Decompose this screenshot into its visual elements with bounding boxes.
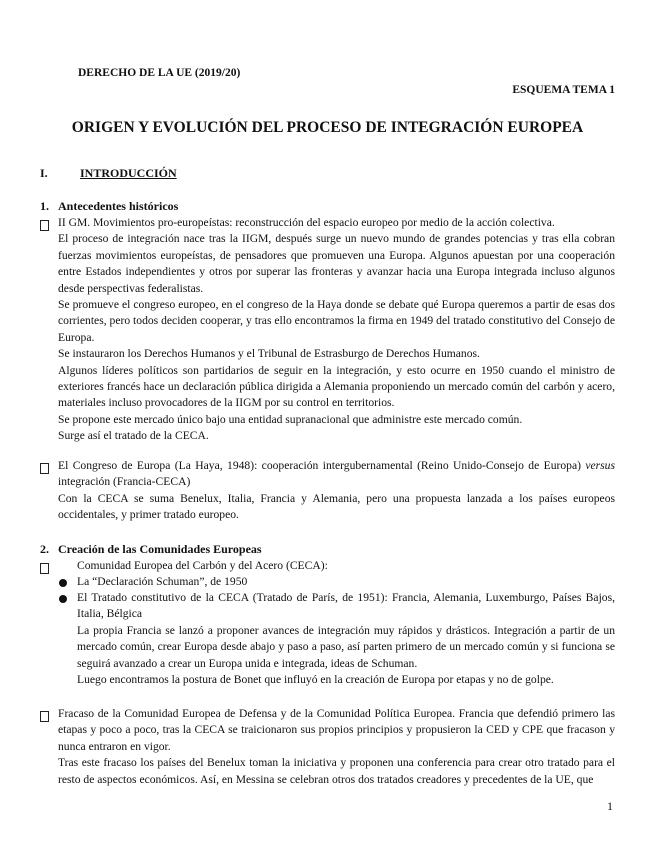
paragraph: Algunos líderes políticos son partidarios de seguir en la integración, y esto ocurre en 1950 cuando el ministro de exteriores francés hace un declaración pública dirigida a Alemania proponiendo un mercado común del carbón y acero, materiales incluso provocadores de la IIGM por su control en territorios. — [58, 363, 615, 410]
subsection-antecedentes — [40, 199, 178, 214]
subsection-creacion — [40, 542, 262, 557]
congreso-paragraph — [58, 458, 615, 524]
subsection-number: 2. — [40, 542, 49, 556]
paragraph: El proceso de integración nace tras la IIGM, después surge un nuevo mundo de grandes potencias y tras ella cobran fuerzas movimientos europeístas, de pensadores que promueven una Europa. Algunos apuestan por una cooperación entre Estados independientes y otros por superar las fronteras y avanzar hacia una Europa integrada incluso algunos desde perspectivas federalistas. — [58, 232, 615, 295]
paragraph: Se instauraron los Derechos Humanos y el Tribunal de Estrasburgo de Derechos Humanos. — [58, 347, 480, 361]
checkbox-icon — [40, 220, 49, 231]
paragraph: Surge así el tratado de la CECA. — [58, 429, 209, 443]
subsection-title: Antecedentes históricos — [58, 199, 179, 213]
section-number: I. — [40, 166, 48, 180]
bullet-icon — [59, 595, 67, 603]
scheme-header: ESQUEMA TEMA 1 — [512, 84, 615, 96]
bullet-tratado-ceca — [77, 590, 615, 688]
course-header: DERECHO DE LA UE (2019/20) — [78, 67, 241, 79]
checkbox-icon — [40, 711, 49, 722]
checkbox-icon — [40, 463, 49, 474]
paragraph: El Congreso de Europa (La Haya, 1948): cooperación intergubernamental (Reino Unido-Consejo de Europa) versus integración (Francia-CECA) — [58, 459, 615, 489]
paragraph: Se promueve el congreso europeo, en el congreso de la Haya donde se debate qué Europa queremos a partir de esas dos corrientes, pero todos deciden cooperar, y tras ello encontramos la firma en 1949 del tratado constitutivo del Consejo de Europa. — [58, 298, 615, 344]
bullet-schuman: La “Declaración Schuman”, de 1950 — [77, 575, 248, 588]
fracaso-paragraphs — [58, 706, 615, 788]
document-title: ORIGEN Y EVOLUCIÓN DEL PROCESO DE INTEGRACIÓN EUROPEA — [71, 119, 584, 136]
antecedentes-paragraphs — [58, 215, 615, 445]
checkbox-icon — [40, 563, 49, 574]
paragraph: La propia Francia se lanzó a proponer avances de integración muy rápidos y drásticos. Integración a partir de un mercado común, crear Europa desde abajo y paso a paso, así parten primero de un mercado común y si funciona se seguirá avanzado a crear un Europa unida e integrada, ideas de Schuman. — [77, 623, 615, 670]
paragraph: Se propone este mercado único bajo una entidad supranacional que administre este mercado común. — [58, 412, 523, 426]
subsection-title: Creación de las Comunidades Europeas — [58, 542, 262, 556]
paragraph: Con la CECA se suma Benelux, Italia, Francia y Alemania, pero una propuesta lanzada a los países europeos occidentales, y primer tratado europeo. — [58, 491, 615, 522]
paragraph: Fracaso de la Comunidad Europea de Defensa y de la Comunidad Política Europea. Francia que defendió primero las etapas y poco a poco, tras la CECA se traicionaron sus propios principios y propusieron la CED y CPE que fracason y nunca entraron en vigor. — [58, 707, 615, 753]
page-number: 1 — [607, 799, 613, 813]
bullet-icon — [59, 579, 67, 587]
section-title: INTRODUCCIÓN — [80, 166, 177, 180]
paragraph: Tras este fracaso los países del Benelux toman la iniciativa y proponen una conferencia para crear otro tratado para el resto de aspectos económicos. Así, en Messina se celebran otros dos tratados creadores y precedentes de la UE, que — [58, 756, 615, 786]
paragraph: II GM. Movimientos pro-europeístas: reconstrucción del espacio europeo por medio de la acción colectiva. — [58, 216, 555, 229]
paragraph: El Tratado constitutivo de la CECA (Tratado de París, de 1951): Francia, Alemania, Luxemburgo, Países Bajos, Italia, Bélgica — [77, 591, 615, 621]
ceca-heading: Comunidad Europea del Carbón y del Acero (CECA): — [77, 559, 328, 572]
subsection-number: 1. — [40, 199, 49, 213]
paragraph: Luego encontramos la postura de Bonet que influyó en la creación de Europa por etapas y no de golpe. — [77, 673, 554, 687]
